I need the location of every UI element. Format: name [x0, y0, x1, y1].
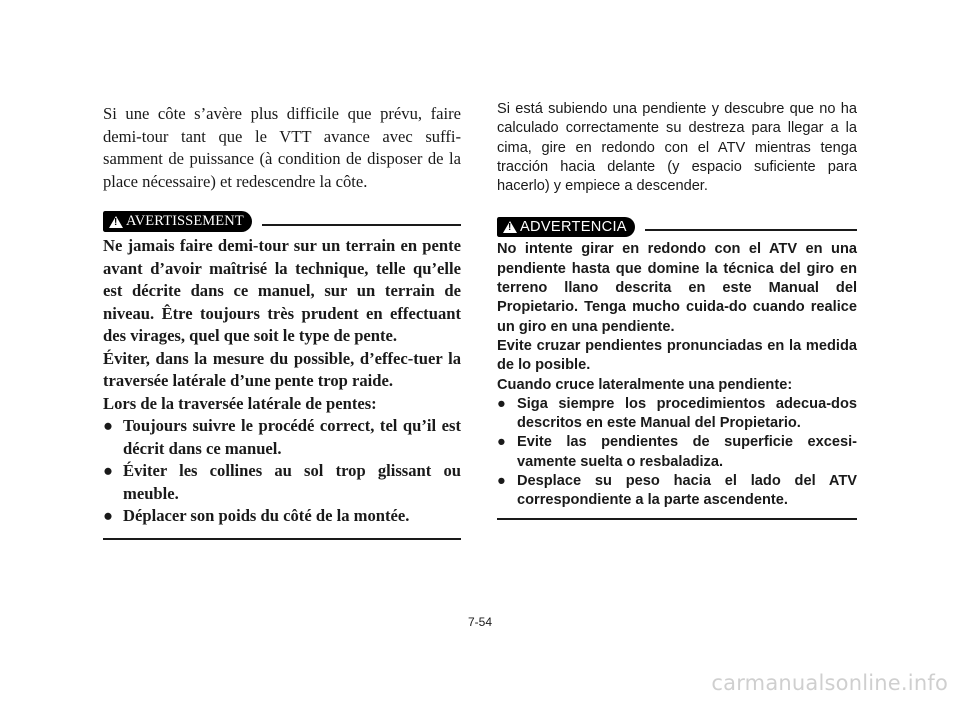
bullet-icon: ● [103, 461, 114, 480]
warning-label: ADVERTENCIA [520, 218, 627, 235]
list-item [103, 505, 461, 528]
section-end-rule [497, 518, 857, 520]
warning-label: AVERTISSEMENT [126, 213, 244, 230]
warning-header [497, 217, 857, 237]
list-item-text: Desplace su peso hacia el lado del ATV correspondiente a la parte ascendente. [517, 473, 857, 509]
warning-triangle-icon [503, 221, 517, 233]
warning-paragraph: Lors de la traversée latérale de pentes: [103, 393, 377, 413]
list-item-text: Déplacer son poids du côté de la montée. [123, 506, 410, 525]
bullet-icon: ● [497, 395, 506, 412]
warning-badge [497, 217, 635, 237]
list-item-text: Evite las pendientes de superficie excesi-vamente suelta o resbaladiza. [517, 434, 857, 470]
warning-paragraph: Ne jamais faire demi-tour sur un terrain en pente avant d’avoir maîtrisé la technique, telle qu’elle est décrite dans ce manuel, sur un terrain de niveau. Être toujours très prudent en effectuant des virages, quel que soit le type de pente. [103, 236, 461, 345]
warning-triangle-icon [109, 216, 123, 228]
list-item-text: Siga siempre los procedimientos adecua-dos descritos en este Manual del Propietario. [517, 395, 857, 432]
intro-paragraph: Si une côte s’avère plus difficile que prévu, faire demi-tour tant que le VTT avance avec suffi-samment de puissance (à condition de disposer de la place nécessaire) et redescendre la côte. [103, 104, 461, 191]
page-number: 7-54 [468, 615, 493, 629]
warning-header [103, 211, 461, 232]
french-column [103, 100, 461, 540]
bullet-icon: ● [497, 473, 506, 490]
warning-paragraph: Éviter, dans la mesure du possible, d’effec-tuer la traversée latérale d’une pente trop raide. [103, 348, 461, 390]
header-rule [262, 224, 461, 226]
section-end-rule [103, 538, 461, 540]
list-item [103, 460, 461, 505]
warning-paragraph: No intente girar en redondo con el ATV en una pendiente hasta que domine la técnica del giro en terreno llano descrita en este Manual del Propietario. Tenga mucho cuida-do cuando realice un giro en una pendiente. [497, 241, 857, 335]
list-item [497, 433, 857, 472]
warning-body [497, 240, 857, 510]
warning-paragraph: Evite cruzar pendientes pronunciadas en la medida de lo posible. [497, 337, 857, 374]
list-item-text: Toujours suivre le procédé correct, tel qu’il est décrit dans ce manuel. [123, 416, 461, 458]
bullet-icon: ● [103, 416, 114, 435]
bullet-icon: ● [497, 434, 506, 451]
warning-paragraph: Cuando cruce lateralmente una pendiente: [497, 376, 793, 393]
header-rule [645, 229, 857, 231]
bullet-icon: ● [103, 506, 114, 525]
list-item [103, 415, 461, 460]
list-item [497, 472, 857, 511]
bullet-list [103, 415, 461, 528]
list-item [497, 395, 857, 434]
intro-paragraph: Si está subiendo una pendiente y descubre que no ha calculado correctamente su destreza para llegar a la cima, gire en redondo con el ATV mientras tenga tracción hacia delante (y espacio suficiente para hacerlo) y empiece a descender. [497, 101, 857, 195]
spanish-column [497, 100, 857, 520]
warning-badge [103, 211, 252, 232]
bullet-list [497, 395, 857, 511]
list-item-text: Éviter les collines au sol trop glissant ou meuble. [123, 461, 461, 503]
watermark: carmanualsonline.info [711, 671, 948, 695]
warning-body [103, 235, 461, 528]
